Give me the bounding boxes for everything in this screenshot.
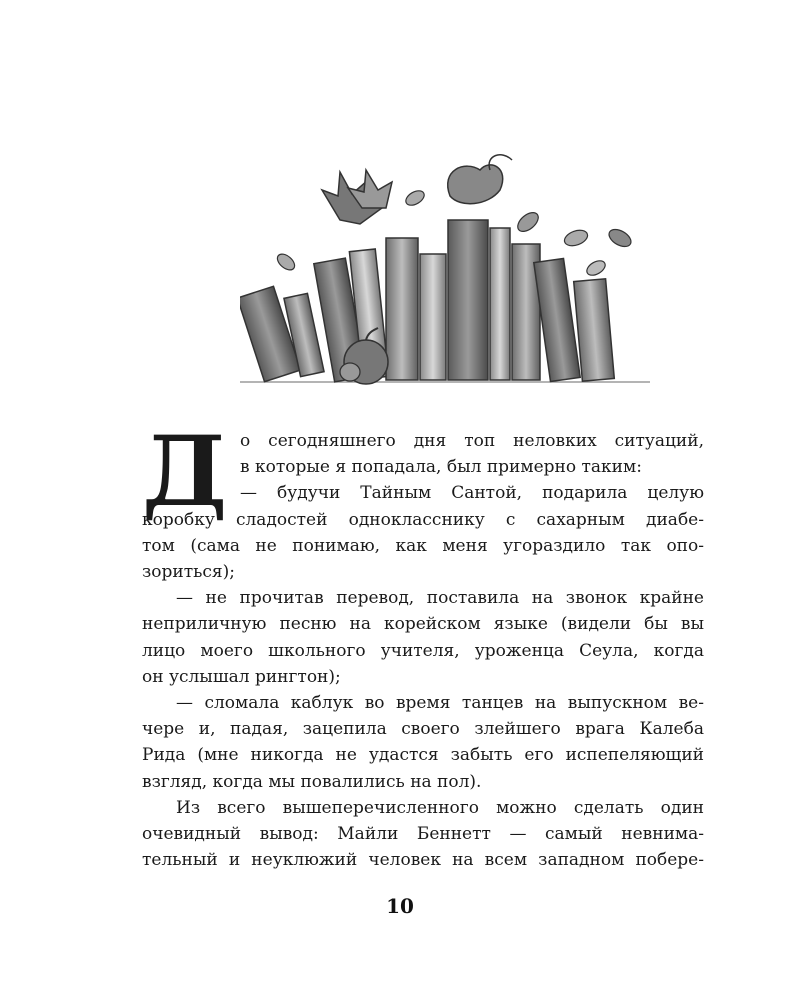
text-line: он услышал рингтон); bbox=[142, 666, 341, 687]
text-line: — будучи Тайным Сантой, подарила целую bbox=[240, 483, 704, 504]
text-line: — не прочитав перевод, поставила на звонок крайне bbox=[176, 588, 704, 609]
text-line: том (сама не понимаю, как меня угораздило так опо- bbox=[142, 535, 704, 556]
text-line: чере и, падая, зацепила своего злейшего врага Калеба bbox=[142, 719, 704, 740]
text-line: взгляд, когда мы повалились на пол). bbox=[142, 771, 482, 792]
text-line: неприличную песню на корейском языке (видели бы вы bbox=[142, 614, 704, 635]
text-line: — сломала каблук во время танцев на выпускном ве- bbox=[176, 693, 704, 714]
books-with-leaves-illustration bbox=[240, 150, 650, 395]
body-text bbox=[142, 415, 704, 873]
text-line: Из всего вышеперечисленного можно сделать один bbox=[176, 797, 704, 818]
text-line: зориться); bbox=[142, 562, 235, 583]
text-line: лицо моего школьного учителя, уроженца Сеула, когда bbox=[142, 640, 704, 661]
text-line: тельный и неуклюжий человек на всем западном побере- bbox=[142, 850, 704, 871]
text-line: очевидный вывод: Майли Беннетт — самый невнима- bbox=[142, 824, 704, 845]
text-line: Рида (мне никогда не удастся забыть его испепеляющий bbox=[142, 745, 704, 766]
text-line: о сегодняшнего дня топ неловких ситуаций, bbox=[240, 431, 704, 451]
drop-cap: Д bbox=[142, 415, 228, 528]
page-number: 10 bbox=[386, 894, 414, 918]
text-line: коробку сладостей однокласснику с сахарным диабе- bbox=[142, 509, 704, 530]
text-line: в которые я попадала, был примерно таким: bbox=[240, 457, 642, 478]
